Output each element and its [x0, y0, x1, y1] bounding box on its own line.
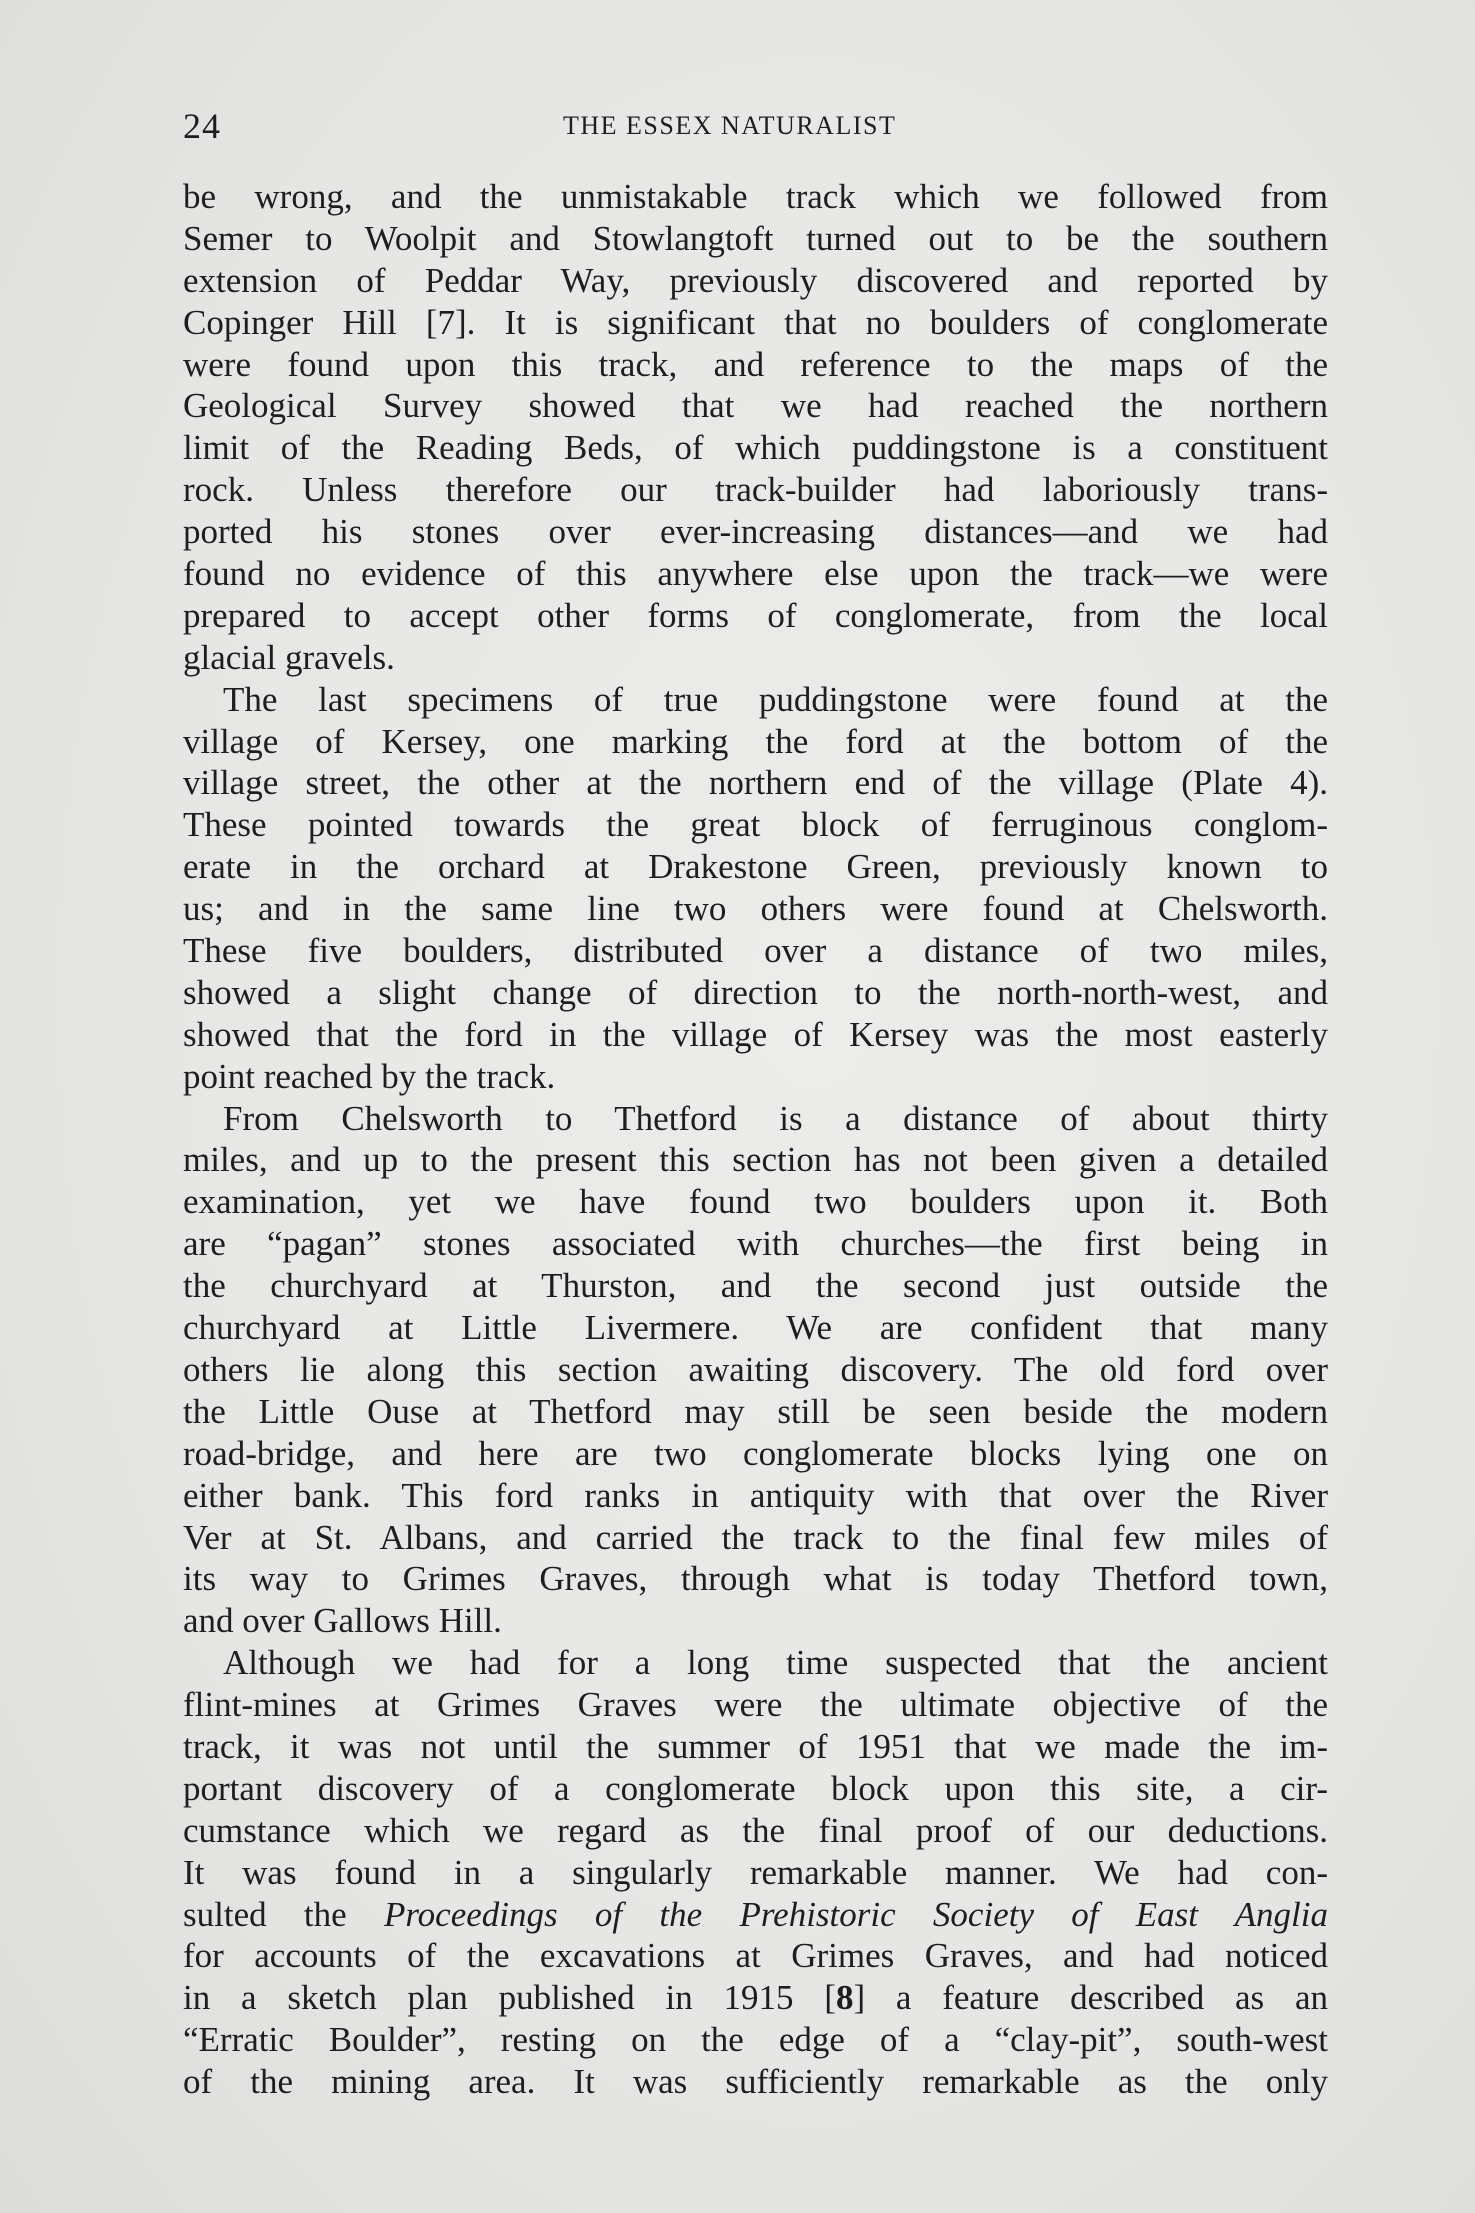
text-segment: in a sketch plan published in 1915 [ — [183, 1978, 836, 2018]
text-line: for accounts of the excavations at Grimes Graves, and had noticed — [183, 1936, 1328, 1976]
text-line: Copinger Hill [7]. It is significant that no boulders of conglomerate — [183, 302, 1328, 342]
text-line: village street, the other at the northern end of the village (Plate 4). — [183, 763, 1328, 803]
text-line: flint-mines at Grimes Graves were the ultimate objective of the — [183, 1685, 1328, 1725]
text-line: cumstance which we regard as the final proof of our deductions. — [183, 1810, 1328, 1850]
text-line: road-bridge, and here are two conglomerate blocks lying one on — [183, 1433, 1328, 1473]
text-line: found no evidence of this anywhere else upon the track—we were — [183, 554, 1328, 594]
text-line: village of Kersey, one marking the ford at the bottom of the — [183, 721, 1328, 761]
text-line: portant discovery of a conglomerate block upon this site, a cir- — [183, 1768, 1328, 1808]
text-line: ported his stones over ever-increasing distances—and we had — [183, 512, 1328, 552]
text-line: track, it was not until the summer of 1951 that we made the im- — [183, 1726, 1328, 1766]
text-line — [183, 1894, 1328, 1936]
text-line: were found upon this track, and reference to the maps of the — [183, 344, 1328, 384]
text-segment: ] a feature described as an — [853, 1978, 1328, 2018]
text-line: either bank. This ford ranks in antiquity with that over the River — [183, 1475, 1328, 1515]
text-line: churchyard at Little Livermere. We are confident that many — [183, 1308, 1328, 1348]
body-text — [183, 176, 1328, 2103]
text-line: showed a slight change of direction to the north-north-west, and — [183, 972, 1328, 1012]
text-line: rock. Unless therefore our track-builder had laboriously trans- — [183, 470, 1328, 510]
text-line: miles, and up to the present this section has not been given a detailed — [183, 1140, 1328, 1180]
text-line: point reached by the track. — [183, 1056, 556, 1096]
reference-number: 8 — [835, 1978, 854, 2018]
text-line: Although we had for a long time suspected that the ancient — [223, 1643, 1328, 1683]
text-line: us; and in the same line two others were found at Chelsworth. — [183, 889, 1328, 929]
text-line: of the mining area. It was sufficiently remarkable as the only — [183, 2062, 1328, 2102]
text-line: limit of the Reading Beds, of which puddingstone is a constituent — [183, 428, 1328, 468]
text-line: prepared to accept other forms of conglomerate, from the local — [183, 595, 1328, 635]
text-line: are “pagan” stones associated with churches—the first being in — [183, 1224, 1328, 1264]
text-line: be wrong, and the unmistakable track which we followed from — [183, 177, 1328, 216]
text-line: Semer to Woolpit and Stowlangtoft turned out to be the southern — [183, 218, 1328, 258]
page-number: 24 — [183, 106, 221, 146]
text-line: These pointed towards the great block of ferruginous conglom- — [183, 805, 1328, 845]
text-line: The last specimens of true puddingstone were found at the — [223, 679, 1328, 719]
text-line: Ver at St. Albans, and carried the track to the final few miles of — [183, 1517, 1328, 1557]
text-line: and over Gallows Hill. — [183, 1601, 502, 1641]
text-line: These five boulders, distributed over a distance of two miles, — [183, 931, 1328, 971]
text-line — [183, 1977, 1328, 2019]
text-segment: sulted the — [183, 1894, 384, 1934]
text-line: extension of Peddar Way, previously discovered and reported by — [183, 260, 1328, 300]
running-title: THE ESSEX NATURALIST — [563, 111, 897, 140]
text-line: showed that the ford in the village of Kersey was the most easterly — [183, 1014, 1328, 1054]
text-line: erate in the orchard at Drakestone Green, previously known to — [183, 847, 1328, 887]
text-line: others lie along this section awaiting discovery. The old ford over — [183, 1349, 1328, 1389]
page-header — [183, 104, 1323, 148]
text-line: “Erratic Boulder”, resting on the edge of a “clay-pit”, south-west — [183, 2020, 1328, 2060]
text-line: From Chelsworth to Thetford is a distance of about thirty — [223, 1098, 1328, 1138]
text-line: examination, yet we have found two boulders upon it. Both — [183, 1182, 1328, 1222]
text-line: glacial gravels. — [183, 637, 395, 677]
text-line: Geological Survey showed that we had reached the northern — [183, 386, 1328, 426]
text-line: It was found in a singularly remarkable manner. We had con- — [183, 1852, 1328, 1892]
text-line: its way to Grimes Graves, through what is today Thetford town, — [183, 1559, 1328, 1599]
italic-title: Proceedings of the Prehistoric Society of East Anglia — [383, 1894, 1328, 1934]
text-line: the Little Ouse at Thetford may still be seen beside the modern — [183, 1391, 1328, 1431]
text-line: the churchyard at Thurston, and the second just outside the — [183, 1266, 1328, 1306]
